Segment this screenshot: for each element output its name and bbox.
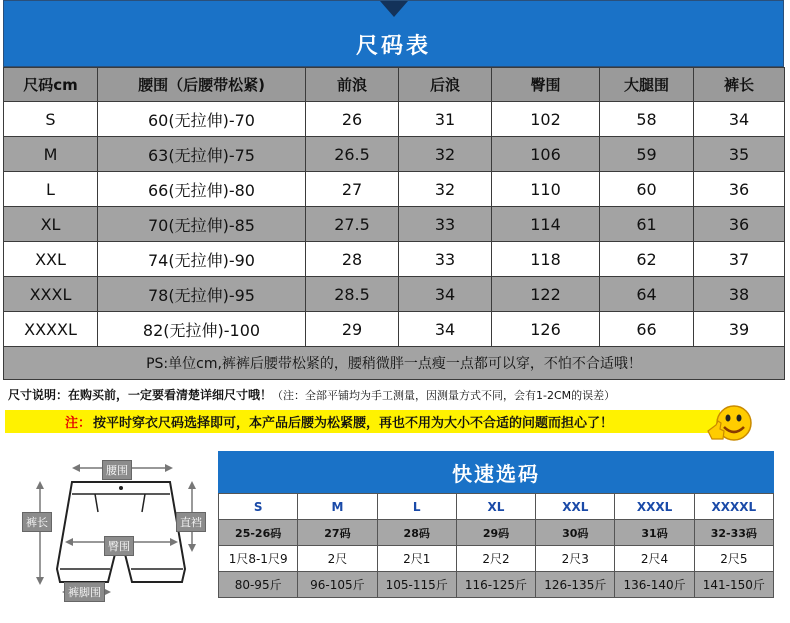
cell-waist: 63(无拉伸)-75: [98, 137, 306, 172]
cell-front-rise: 28: [306, 242, 399, 277]
quick-size-row-length: [219, 546, 774, 572]
cell-front-rise: 27: [306, 172, 399, 207]
cell-hip: 106: [492, 137, 600, 172]
quick-size-table: [218, 493, 774, 598]
quick-waist-cell: 31码: [615, 520, 694, 546]
quick-length-cell: 2尺3: [536, 546, 615, 572]
cell-waist: 78(无拉伸)-95: [98, 277, 306, 312]
cell-hip: 126: [492, 312, 600, 347]
cell-waist: 82(无拉伸)-100: [98, 312, 306, 347]
header-waist: 腰围（后腰带松紧): [98, 68, 306, 102]
cell-thigh: 60: [600, 172, 694, 207]
quick-size-row-weight: [219, 572, 774, 598]
quick-size-cell: L: [377, 494, 456, 520]
quick-size-cell: XXXXL: [694, 494, 773, 520]
quick-weight-cell: 96-105斤: [298, 572, 377, 598]
cell-size: XXXL: [4, 277, 98, 312]
cell-thigh: 62: [600, 242, 694, 277]
cell-thigh: 61: [600, 207, 694, 242]
table-row: [4, 102, 785, 137]
cell-thigh: 59: [600, 137, 694, 172]
quick-size-row-waist: [219, 520, 774, 546]
cell-back-rise: 31: [399, 102, 492, 137]
header-length: 裤长: [694, 68, 785, 102]
cell-back-rise: 34: [399, 312, 492, 347]
quick-size-picker: [218, 451, 774, 598]
cell-size: XL: [4, 207, 98, 242]
cell-front-rise: 26: [306, 102, 399, 137]
table-row: [4, 242, 785, 277]
quick-waist-cell: 30码: [536, 520, 615, 546]
size-table-footnote: PS:单位cm,裤裤后腰带松紧的，腰稍微胖一点瘦一点都可以穿，不怕不合适哦！: [4, 347, 785, 380]
quick-length-cell: 2尺5: [694, 546, 773, 572]
cell-back-rise: 33: [399, 207, 492, 242]
quick-size-cell: XL: [456, 494, 535, 520]
shorts-diagram: [20, 454, 210, 609]
quick-weight-cell: 105-115斤: [377, 572, 456, 598]
cell-size: L: [4, 172, 98, 207]
cell-length: 36: [694, 172, 785, 207]
quick-size-row-sizes: [219, 494, 774, 520]
cell-length: 34: [694, 102, 785, 137]
quick-weight-cell: 136-140斤: [615, 572, 694, 598]
cell-size: XXL: [4, 242, 98, 277]
cell-length: 38: [694, 277, 785, 312]
size-table: [3, 67, 785, 380]
quick-waist-cell: 25-26码: [219, 520, 298, 546]
quick-weight-cell: 141-150斤: [694, 572, 773, 598]
cell-thigh: 64: [600, 277, 694, 312]
quick-waist-cell: 29码: [456, 520, 535, 546]
cell-front-rise: 27.5: [306, 207, 399, 242]
quick-length-cell: 1尺8-1尺9: [219, 546, 298, 572]
diagram-label-crotch: 直裆: [176, 512, 206, 532]
header-back-rise: 后浪: [399, 68, 492, 102]
diagram-label-waist: 腰围: [102, 460, 132, 480]
quick-size-title: 快速选码: [218, 451, 774, 493]
size-table-header: [4, 68, 785, 102]
diagram-label-leg-opening: 裤脚围: [64, 582, 105, 602]
smiley-thumbs-up-icon: [706, 401, 754, 445]
notice-text: 按平时穿衣尺码选择即可，本产品后腰为松紧腰，再也不用为大小不合适的问题而担心了！: [93, 416, 614, 431]
cell-back-rise: 34: [399, 277, 492, 312]
cell-length: 37: [694, 242, 785, 277]
measurement-note-hint: （注：全部平铺均为手工测量，因测量方式不同，会有1-2CM的误差）: [272, 389, 616, 402]
cell-length: 36: [694, 207, 785, 242]
quick-weight-cell: 80-95斤: [219, 572, 298, 598]
size-chart: [3, 0, 784, 380]
measurement-note: [8, 386, 615, 403]
cell-waist: 70(无拉伸)-85: [98, 207, 306, 242]
header-size: 尺码cm: [4, 68, 98, 102]
table-row: [4, 137, 785, 172]
measurement-note-main: 尺寸说明：在购买前，一定要看清楚详细尺寸哦！: [8, 388, 273, 402]
table-row: [4, 207, 785, 242]
cell-waist: 74(无拉伸)-90: [98, 242, 306, 277]
quick-size-cell: XXXL: [615, 494, 694, 520]
cell-back-rise: 32: [399, 137, 492, 172]
notice-warn-label: 注：: [65, 416, 92, 431]
elastic-waist-notice: [5, 410, 720, 433]
size-chart-title-bar: [3, 0, 784, 67]
down-arrow-icon: [380, 1, 408, 17]
cell-hip: 114: [492, 207, 600, 242]
quick-length-cell: 2尺4: [615, 546, 694, 572]
cell-hip: 118: [492, 242, 600, 277]
header-hip: 臀围: [492, 68, 600, 102]
cell-thigh: 58: [600, 102, 694, 137]
cell-thigh: 66: [600, 312, 694, 347]
cell-size: S: [4, 102, 98, 137]
quick-waist-cell: 27码: [298, 520, 377, 546]
cell-front-rise: 26.5: [306, 137, 399, 172]
table-row: [4, 172, 785, 207]
quick-waist-cell: 28码: [377, 520, 456, 546]
size-chart-title: 尺码表: [355, 34, 431, 59]
diagram-label-length: 裤长: [22, 512, 52, 532]
cell-size: XXXXL: [4, 312, 98, 347]
quick-size-cell: M: [298, 494, 377, 520]
diagram-label-hip: 臀围: [104, 536, 134, 556]
footnote-row: [4, 347, 785, 380]
cell-hip: 102: [492, 102, 600, 137]
cell-length: 39: [694, 312, 785, 347]
quick-length-cell: 2尺1: [377, 546, 456, 572]
quick-size-cell: S: [219, 494, 298, 520]
quick-length-cell: 2尺2: [456, 546, 535, 572]
quick-size-cell: XXL: [536, 494, 615, 520]
cell-back-rise: 33: [399, 242, 492, 277]
cell-waist: 60(无拉伸)-70: [98, 102, 306, 137]
quick-weight-cell: 126-135斤: [536, 572, 615, 598]
table-row: [4, 312, 785, 347]
cell-front-rise: 29: [306, 312, 399, 347]
header-thigh: 大腿围: [600, 68, 694, 102]
table-row: [4, 277, 785, 312]
cell-size: M: [4, 137, 98, 172]
cell-hip: 110: [492, 172, 600, 207]
quick-length-cell: 2尺: [298, 546, 377, 572]
cell-back-rise: 32: [399, 172, 492, 207]
cell-front-rise: 28.5: [306, 277, 399, 312]
quick-weight-cell: 116-125斤: [456, 572, 535, 598]
cell-hip: 122: [492, 277, 600, 312]
cell-length: 35: [694, 137, 785, 172]
cell-waist: 66(无拉伸)-80: [98, 172, 306, 207]
quick-waist-cell: 32-33码: [694, 520, 773, 546]
header-front-rise: 前浪: [306, 68, 399, 102]
